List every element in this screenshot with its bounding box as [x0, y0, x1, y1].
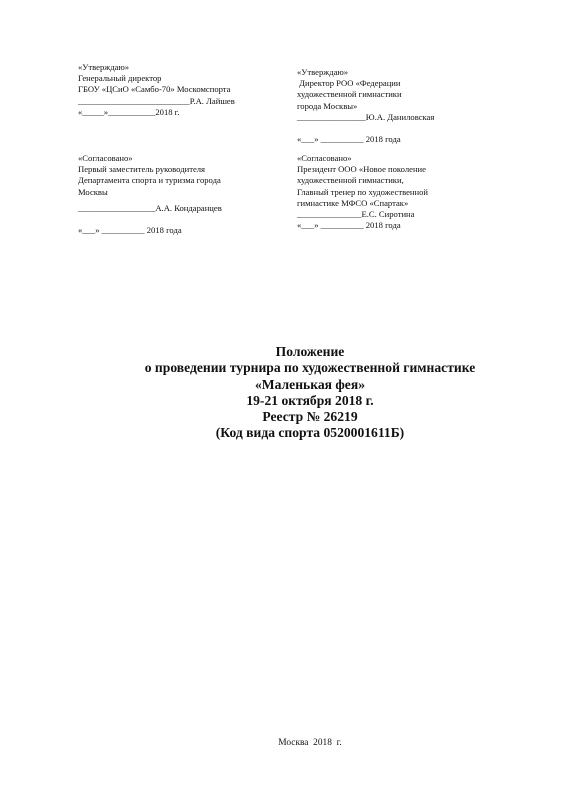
agreement-date: «___» __________ 2018 года — [297, 220, 401, 231]
approval-line: ГБОУ «ЦСиО «Самбо-70» Москомспорта — [78, 84, 231, 95]
agreement-line: Главный тренер по художественной — [297, 186, 428, 197]
approval-line: художественной гимнастики — [297, 89, 402, 100]
agreement-heading: «Согласовано» — [78, 153, 133, 163]
agreement-block-right — [297, 153, 428, 231]
signature-line: __________________А.А. Кондаранцев — [78, 202, 222, 213]
agreement-block-left — [78, 153, 222, 236]
approval-line: города Москвы» — [297, 100, 358, 111]
signature-line: ________________Ю.А. Даниловская — [297, 111, 435, 122]
agreement-line: Департамента спорта и туризма города — [78, 175, 221, 186]
approval-heading: «Утверждаю» — [297, 67, 349, 77]
agreement-line: Москвы — [78, 186, 108, 197]
signature-line: __________________________Р.А. Лайшев — [78, 95, 235, 106]
approval-heading: «Утверждаю» — [78, 62, 130, 72]
approval-block-right-top — [297, 67, 434, 145]
agreement-line: художественной гимнастики, — [297, 175, 404, 186]
title-line: Положение — [275, 344, 345, 359]
agreement-line: Президент ООО «Новое поколение — [297, 164, 426, 175]
agreement-line: гимнастике МФСО «Спартак» — [297, 197, 409, 208]
title-line: 19-21 октября 2018 г. — [246, 392, 374, 408]
agreement-date: «___» __________ 2018 года — [78, 225, 182, 236]
agreement-heading: «Согласовано» — [297, 153, 352, 163]
title-line: (Код вида спорта 0520001611Б) — [215, 425, 405, 441]
approval-date: «___» __________ 2018 года — [297, 134, 401, 145]
title-line: о проведении турнира по художественной гимнастике — [144, 360, 476, 376]
signature-line: _______________Е.С. Сиротина — [297, 209, 415, 220]
title-line: Реестр № 26219 — [262, 409, 358, 425]
place-and-year: Москва 2018 г. — [278, 738, 342, 748]
agreement-line: Первый заместитель руководителя — [78, 164, 206, 175]
document-title — [0, 344, 566, 442]
title-line: «Маленькая фея» — [255, 376, 365, 392]
approval-line: Директор РОО «Федерации — [297, 78, 401, 89]
approval-date: «_____»___________2018 г. — [78, 106, 180, 117]
approval-block-left-top — [78, 62, 235, 118]
approval-line: Генеральный директор — [78, 73, 162, 84]
